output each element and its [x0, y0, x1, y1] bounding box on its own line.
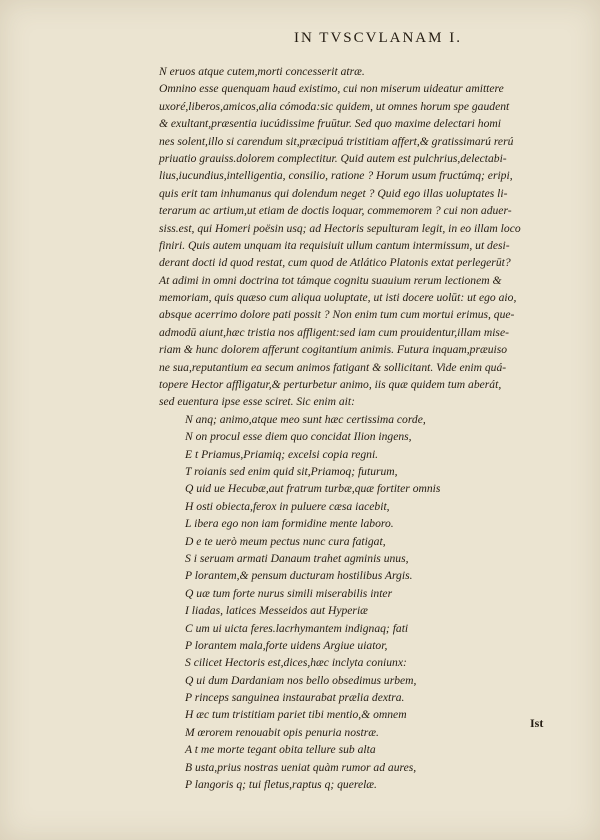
- catchword: Ist: [530, 716, 544, 730]
- prose-line: Omnino esse quenquam haud existimo, cui non miserum uideatur amittere: [159, 82, 504, 96]
- prose-line: terarum ac artium,ut etiam de doctis loquar, commemorem ? cui non aduer-: [159, 204, 512, 218]
- verse-line: B usta,prius nostras ueniat quàm rumor ad aures,: [185, 760, 417, 774]
- verse-line: P lorantem,& pensum ducturam hostilibus Argis.: [185, 569, 413, 583]
- prose-line: N eruos atque cutem,morti concesserit atræ.: [159, 65, 365, 78]
- verse-line: A t me morte tegant obita tellure sub alta: [185, 743, 376, 757]
- verse-line: H osti obiecta,ferox in puluere cæsa iacebit,: [185, 499, 390, 513]
- prose-line: sed euentura ipse esse sciret. Sic enim ait:: [159, 395, 355, 409]
- verse-line: C um ui uicta feres.lacrhymantem indignaq; fati: [185, 621, 409, 635]
- prose-line: riam & hunc dolorem afferunt cogitantium animis. Futura inquam,præuiso: [159, 343, 508, 357]
- verse-line: N on procul esse diem quo concidat Ilion ingens,: [185, 430, 412, 444]
- prose-line: & exultant,præsentia iucúdissime fruūtur. Sed quo maxime delectari homi: [159, 117, 501, 131]
- text-body: [159, 63, 579, 793]
- verse-line: H æc tum tristitiam pariet tibi mentio,& omnem: [185, 708, 407, 722]
- prose-line: derant docti id quod restat, cum quod de Atlático Platonis extat perlegerūt?: [159, 256, 511, 270]
- prose-line: siss.est, qui Homeri poësin usq; ad Hectoris sepulturam legit, in eo illam loco: [159, 221, 521, 235]
- verse-line: S cilicet Hectoris est,dices,hæc inclyta coniunx:: [185, 656, 407, 670]
- verse-line: Q uæ tum forte nurus simili miserabilis inter: [185, 586, 393, 600]
- verse-line: L ibera ego non iam formidine mente laboro.: [185, 517, 394, 531]
- prose-line: lius,iucundius,intelligentia, consilio, ratione ? Horum usum fructúmq; eripi,: [159, 169, 513, 183]
- prose-line: ne sua,reputantium ea secum animos fatigant & sollicitant. Vide enim quá-: [159, 360, 507, 374]
- prose-line: absque acerrimo dolore pati possit ? Non enim tum cum mortui erimus, que-: [159, 308, 515, 322]
- running-title: IN TVSCVLANAM I.: [294, 30, 462, 46]
- verse-line: P rinceps sanguinea instaurabat prælia dextra.: [185, 691, 405, 705]
- prose-line: At adimi in omni doctrina tot támque cognitu suauium rerum lectionem &: [159, 273, 502, 287]
- verse-line: E t Priamus,Priamiq; excelsi copia regni.: [185, 447, 379, 461]
- prose-line: topere Hector affligatur,& perturbetur animo, iis quæ quidem tum aberát,: [159, 378, 502, 392]
- verse-line: Q ui dum Dardaniam nos bello obsedimus urbem,: [185, 673, 417, 687]
- verse-line: T roianis sed enim quid sit,Priamoq; futurum,: [185, 464, 398, 478]
- verse-line: Q uid ue Hecubæ,aut fratrum turbæ,quæ fortiter omnis: [185, 482, 441, 496]
- verse-line: P lorantem mala,forte uidens Argiue uiator,: [185, 638, 388, 652]
- verse-line: M œrorem renouabit opis penuria nostræ.: [185, 725, 379, 739]
- prose-line: priuatio grauiss.dolorem complectitur. Quid autem est pulchrius,delectabi-: [159, 151, 507, 165]
- prose-line: uxoré,liberos,amicos,alia cómoda:sic quidem, ut omnes horum spe gaudent: [159, 99, 510, 113]
- verse-line: S i seruam armati Danaum trahet agminis unus,: [185, 551, 409, 565]
- verse-line: I liadas, latices Messeidos aut Hyperiæ: [185, 604, 368, 618]
- verse-block: [159, 411, 579, 794]
- prose-block: [159, 63, 579, 411]
- verse-line: D e te uerò meum pectus nunc cura fatigat,: [185, 534, 386, 548]
- prose-line: finiri. Quis autem unquam ita requisiuit ullum cantum intermissum, ut desi-: [159, 238, 510, 252]
- prose-line: quis erit tam inhumanus qui dolendum neget ? Quid ego illas uoluptates li-: [159, 186, 508, 200]
- prose-line: memoriam, quis quæso cum aliqua uoluptate, ut isti docere uolūt: ut ego aio,: [159, 291, 517, 305]
- prose-line: admodū aiunt,hæc tristia nos affligent:sed iam cum prouidentur,illam mise-: [159, 325, 509, 339]
- verse-line: P langoris q; tui fletus,raptus q; querelæ.: [185, 778, 377, 792]
- prose-line: nes solent,illo si carendum sit,præcipuá tristitiam affert,& gratissimarú rerú: [159, 134, 514, 148]
- verse-line: N anq; animo,atque meo sunt hæc certissima corde,: [185, 412, 426, 426]
